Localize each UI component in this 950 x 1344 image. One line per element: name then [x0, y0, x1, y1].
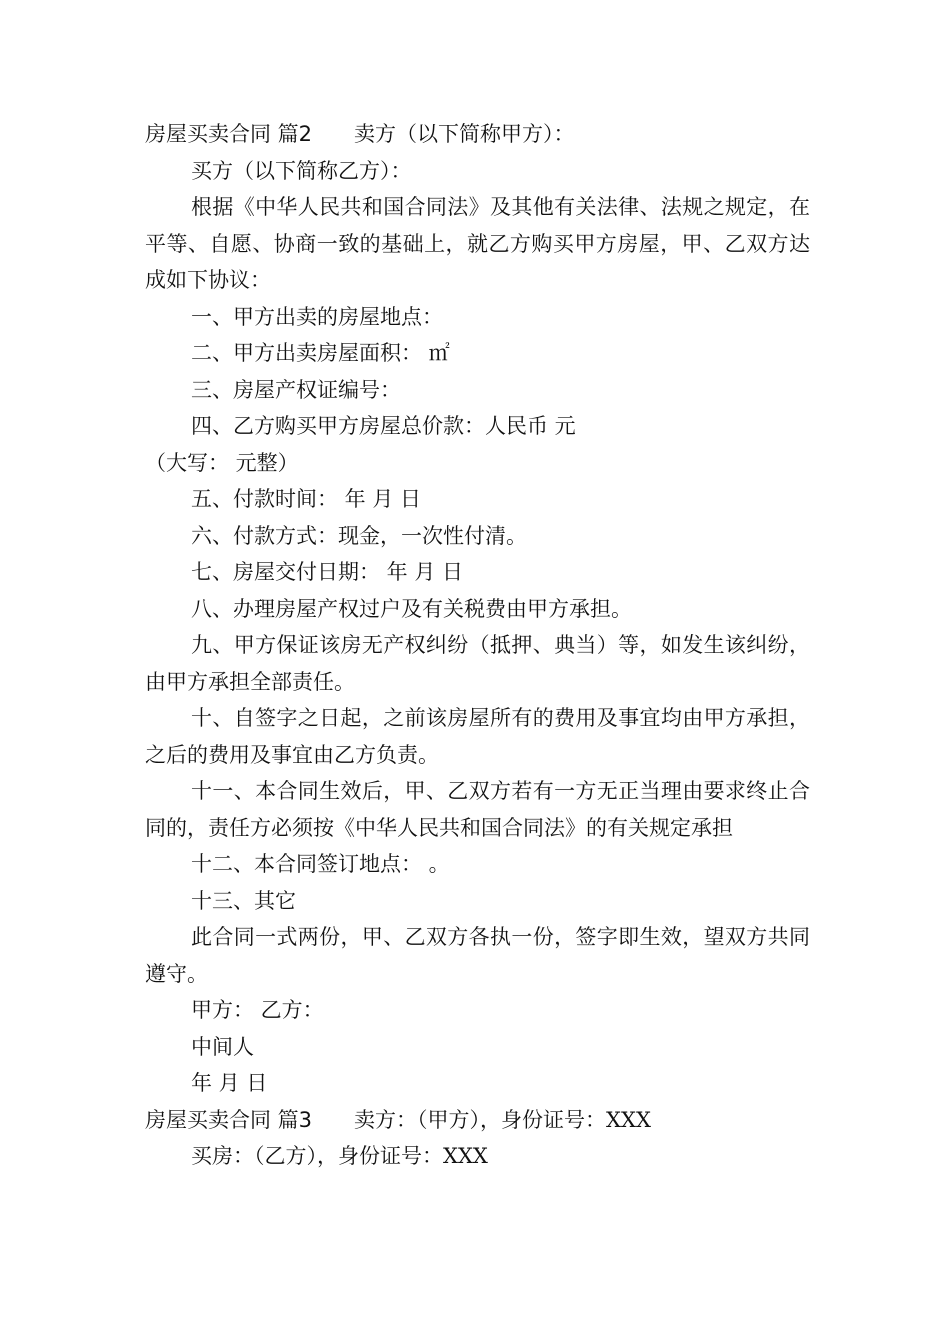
clause-8: 八、办理房屋产权过户及有关税费由甲方承担。 [191, 596, 632, 621]
seller-line: 卖方（以下简称甲方）： [354, 122, 575, 146]
section-2-heading [145, 116, 810, 153]
clause-6: 六、付款方式：现金，一次性付清。 [191, 523, 527, 548]
clause-10: 十、自签字之日起，之前该房屋所有的费用及事宜均由甲方承担，之后的费用及事宜由乙方负责。 [145, 706, 810, 767]
clause-1: 一、甲方出卖的房屋地点： [191, 304, 443, 329]
clause-12: 十二、本合同签订地点： 。 [191, 852, 450, 876]
buyer-line: 买方（以下简称乙方）： [191, 158, 412, 183]
clause-7: 七、房屋交付日期： 年 月 日 [191, 560, 464, 584]
intro-paragraph: 根据《中华人民共和国合同法》及其他有关法律、法规之规定，在平等、自愿、协商一致的基础上，就乙方购买甲方房屋，甲、乙双方达成如下协议： [145, 195, 810, 292]
section-3-seller-line: 卖方：（甲方），身份证号：XXX [354, 1107, 651, 1132]
section-3-title: 房屋买卖合同 篇3 [145, 1107, 313, 1132]
clause-13: 十三、其它 [191, 888, 296, 913]
date-line: 年 月 日 [191, 1071, 268, 1095]
clause-2: 二、甲方出卖房屋面积： ㎡ [191, 341, 450, 365]
clause-9: 九、甲方保证该房无产权纠纷（抵押、典当）等，如发生该纠纷，由甲方承担全部责任。 [145, 633, 810, 694]
section-3-heading [145, 1102, 810, 1139]
clause-5: 五、付款时间： 年 月 日 [191, 487, 422, 511]
closing-paragraph: 此合同一式两份，甲、乙双方各执一份，签字即生效，望双方共同遵守。 [145, 925, 810, 986]
clause-4: 四、乙方购买甲方房屋总价款：人民币 元 [191, 414, 576, 438]
section-3-buyer-line: 买房：（乙方），身份证号：XXX [191, 1144, 488, 1168]
clause-4-uppercase: （大写： 元整） [145, 450, 299, 475]
section-2-title: 房屋买卖合同 篇2 [145, 122, 313, 146]
clause-11: 十一、本合同生效后，甲、乙双方若有一方无正当理由要求终止合同的，责任方必须按《中华人民共和国合同法》的有关规定承担 [145, 779, 810, 840]
signature-line: 甲方： 乙方： [191, 998, 324, 1022]
clause-3: 三、房屋产权证编号： [191, 377, 401, 402]
intermediary-line: 中间人 [191, 1034, 254, 1059]
document-body [145, 116, 810, 1175]
